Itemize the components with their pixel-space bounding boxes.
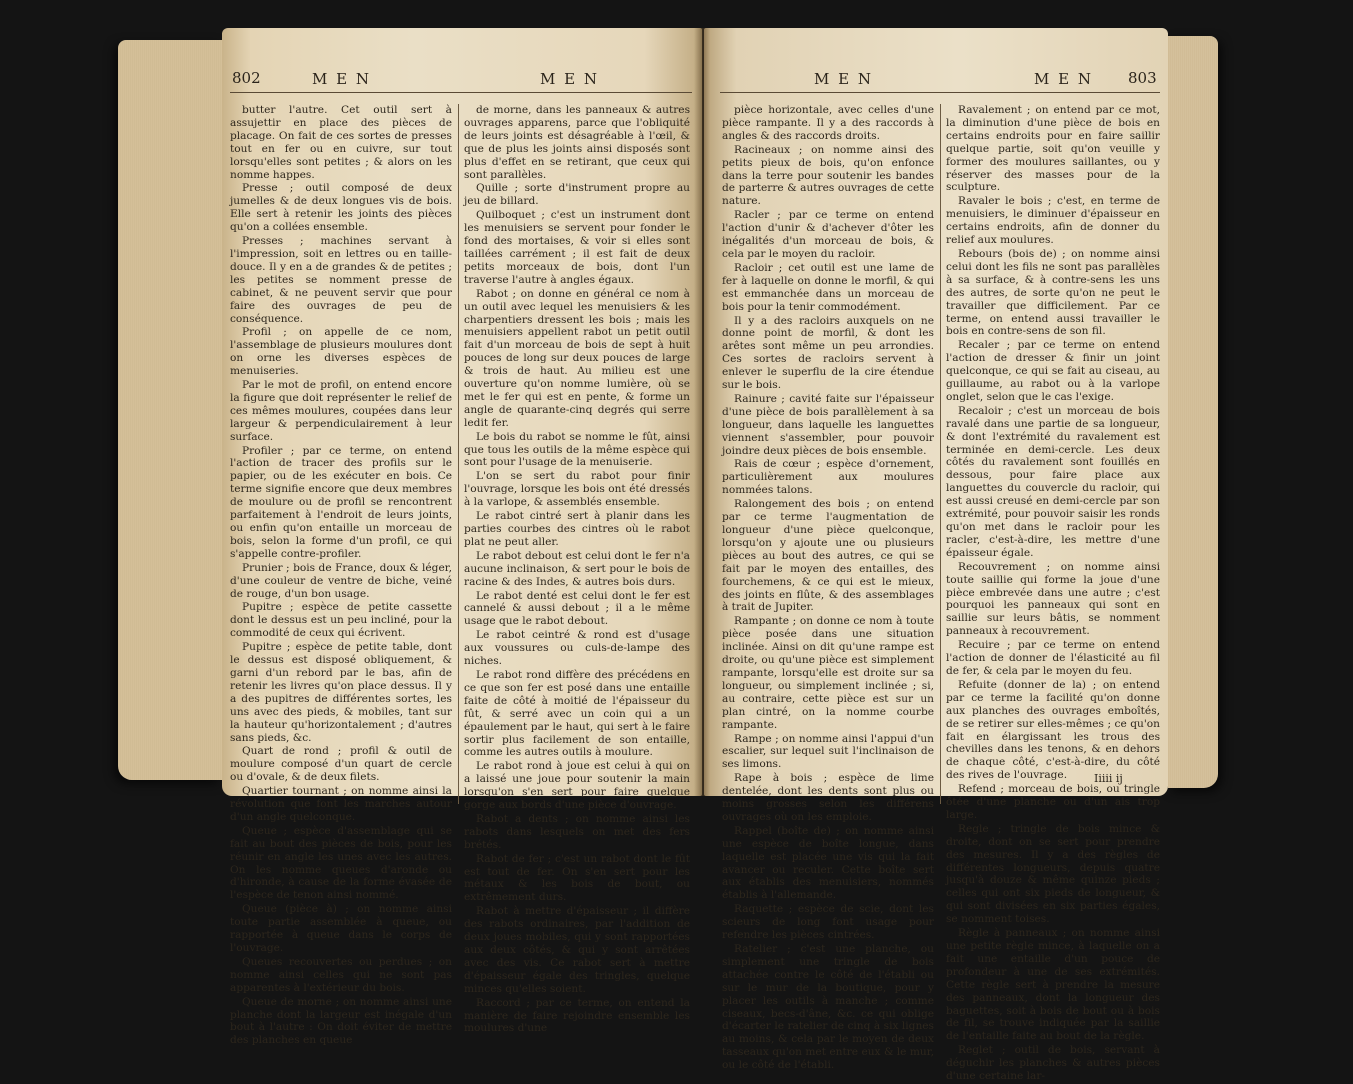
dictionary-entry: Le rabot ceintré & rond est d'usage aux voussures ou culs-de-lampe des niches. xyxy=(464,629,690,668)
dictionary-entry: de morne, dans les panneaux & autres ouvrages apparens, parce que l'obliquité de leurs joints est désagréable à l'œil, & que de plus les joints ainsi disposés sont plus d'effet en se retirant, que ceux qui sont parallèles. xyxy=(464,104,690,181)
left-page xyxy=(222,28,702,1047)
page-number-right: 803 xyxy=(1128,69,1157,87)
dictionary-entry: Rais de cœur ; espèce d'ornement, particulièrement aux moulures nommées talons. xyxy=(722,458,934,497)
book-gutter xyxy=(694,28,710,796)
dictionary-entry: Raquette ; espèce de scie, dont les scieurs de long font usage pour refendre les pièces cintrées. xyxy=(722,903,934,942)
dictionary-entry: Il y a des racloirs auxquels on ne donne point de morfil, & dont les arêtes sont même un peu arrondies. Ces sortes de racloirs servent à enlever le superflu de la cire étendue sur le bois. xyxy=(722,314,934,392)
dictionary-entry: Quilboquet ; c'est un instrument dont les menuisiers se servent pour fonder le fond des mortaises, & voir si elles sont taillées carrément ; il est fait de deux petits morceaux de bois, dont l'un traverse l'autre à angles égaux. xyxy=(464,209,690,286)
page-number-left: 802 xyxy=(232,69,261,87)
dictionary-entry: Par le mot de profil, on entend encore la figure que doit représenter le relief de ces mêmes moulures, coupées dans leur largeur & perpendiculairement à leur surface. xyxy=(230,379,452,443)
dictionary-entry: pièce horizontale, avec celles d'une pièce rampante. Il y a des raccords à angles & des raccords droits. xyxy=(722,104,934,142)
signature-mark: Iiiii ij xyxy=(1094,772,1123,785)
running-head-left-2: M E N xyxy=(540,70,599,88)
dictionary-entry: Ravaler le bois ; c'est, en terme de menuisiers, le diminuer d'épaisseur en certains endroits, afin de donner du relief aux moulures. xyxy=(946,195,1160,247)
dictionary-entry: Queue de morne ; on nomme ainsi une planche dont la largeur est inégale d'un bout à l'autre : On doit éviter de mettre des planches en queue xyxy=(230,995,452,1047)
dictionary-entry: Refuite (donner de la) ; on entend par ce terme la facilité qu'on donne aux planches des ouvrages emboîtés, de se retirer sur elles-mêmes ; ce qu'on fait en élargissant les trous des chevilles dans les tenons, & en dehors de chaque côté, c'est-à-dire, du côté des rives de l'ouvrage. xyxy=(946,678,1160,782)
dictionary-entry: Refend ; morceau de bois, ou tringle ôtée d'une planche ou d'un ais trop large. xyxy=(946,783,1160,821)
dictionary-entry: Rabot de fer ; c'est un rabot dont le fût est tout de fer. On s'en sert pour les métaux & les bois de bout, ou extrêmement durs. xyxy=(464,852,690,904)
dictionary-entry: Reglet ; outil de bois, servant à déguchir les planches & autres pièces d'une certaine lar- xyxy=(946,1044,1160,1083)
right-column-1 xyxy=(722,104,934,1073)
dictionary-entry: Pupitre ; espèce de petite cassette dont le dessus est un peu incliné, pour la commodité de ceux qui écrivent. xyxy=(230,601,452,640)
dictionary-entry: Recaler ; par ce terme on entend l'action de dresser & finir un joint quelconque, ce qui se fait au ciseau, au guillaume, au rabot ou à la varlope onglet, selon que le cas l'exige. xyxy=(946,339,1160,403)
dictionary-entry: Regle ; tringle de bois mince & droite, dont on se sert pour prendre des mesures. Il y a des règles de différentes longueurs, depuis quatre jusqu'à douze & même quinze pieds ; celles qui ont six pieds de longueur, & qui sont divisées en six parties égales, se nomment toises. xyxy=(946,822,1160,926)
dictionary-entry: Le rabot debout est celui dont le fer n'a aucune inclinaison, & sert pour le bois de racine & des Indes, & autres bois durs. xyxy=(464,549,690,588)
dictionary-entry: Rampante ; on donne ce nom à toute pièce posée dans une situation inclinée. Ainsi on dit qu'une rampe est droite, ou qu'une pièce est simplement rampante, lorsqu'elle est droite sur sa longueur, ou simplement inclinée ; si, au contraire, cette pièce est sur un plan cintré, on la nomme courbe rampante. xyxy=(722,615,934,731)
left-column-2 xyxy=(464,104,690,1036)
left-page-edges xyxy=(118,40,222,780)
running-head-right-2: M E N xyxy=(1034,70,1093,88)
running-head-left-1: M E N xyxy=(312,70,371,88)
dictionary-entry: Profil ; on appelle de ce nom, l'assemblage de plusieurs moulures dont on orne les diverses espèces de menuiseries. xyxy=(230,326,452,378)
dictionary-entry: Rainure ; cavité faite sur l'épaisseur d'une pièce de bois parallèlement à sa longueur, dans laquelle les languettes viennent s'assembler, pour pouvoir joindre deux pièces de bois ensemble. xyxy=(722,392,934,457)
dictionary-entry: Règle à panneaux ; on nomme ainsi une petite règle mince, à laquelle on a fait une entaille d'un pouce de profondeur à une de ses extrémités. Cette règle sert à prendre la mesure des panneaux, dont la longueur des baguettes, soit à bois de bout ou à bois de fil, se trouve indiquée par la saillie de l'entaille faite au bout de la règle. xyxy=(946,927,1160,1043)
dictionary-entry: Presses ; machines servant à l'impression, soit en lettres ou en taille-douce. Il y en a de grandes & de petites ; les petites se nomment presse de cabinet, & ne peuvent servir que pour faire des ouvrages de peu de conséquence. xyxy=(230,235,452,325)
header-rule xyxy=(720,92,1160,93)
dictionary-entry: Racloir ; cet outil est une lame de fer à laquelle on donne le morfil, & qui est emmanchée dans un morceau de bois pour la tenir commodément. xyxy=(722,261,934,313)
dictionary-entry: Ratelier ; c'est une planche, ou simplement une tringle de bois attachée contre le côté de l'établi ou sur le mur de la boutique, pour y placer les outils à manche ; comme ciseaux, becs-d'âne, &c. ce qui oblige d'écarter le ratelier de cinq à six lignes au moins, & cela par le moyen de deux tasseaux qu'on met entre eux & le mur, ou le côté de l'établi. xyxy=(722,943,934,1072)
dictionary-entry: Queue (pièce à) ; on nomme ainsi toute partie assemblée à queue, ou rapportée à queue dans le corps de l'ouvrage. xyxy=(230,903,452,954)
dictionary-entry: Presse ; outil composé de deux jumelles & de deux longues vis de bois. Elle sert à retenir les joints des pièces qu'on a collées ensemble. xyxy=(230,182,452,234)
running-head-right-1: M E N xyxy=(814,70,873,88)
column-rule xyxy=(458,104,459,804)
dictionary-entry: Racineaux ; on nomme ainsi des petits pieux de bois, qu'on enfonce dans la terre pour soutenir les bandes de parterre & autres ouvrages de cette nature. xyxy=(722,143,934,208)
dictionary-entry: Rabot a dents ; on nomme ainsi les rabots dans lesquels on met des fers brétés. xyxy=(464,812,690,851)
right-page-edges xyxy=(1168,36,1218,788)
dictionary-entry: Le rabot cintré sert à planir dans les parties courbes des cintres où le rabot plat ne peut aller. xyxy=(464,510,690,548)
dictionary-entry: Pupitre ; espèce de petite table, dont le dessus est disposé obliquement, & garni d'un rebord par le bas, afin de retenir les livres qu'on place dessus. Il y a des pupitres de différentes sortes, les uns avec des pieds, & mobiles, tant sur la hauteur qu'horizontalement ; d'autres sans pieds, &c. xyxy=(230,641,452,744)
dictionary-entry: Queue ; espèce d'assemblage qui se fait au bout des pièces de bois, pour les réunir en angle les unes avec les autres. On les nomme queues d'aronde ou d'hironde, à cause de la forme évasée de l'espèce de tenon ainsi nommé. xyxy=(230,824,452,902)
dictionary-entry: Le rabot denté est celui dont le fer est cannelé & aussi debout ; il a le même usage que le rabot debout. xyxy=(464,589,690,628)
left-column-1 xyxy=(230,104,452,1048)
right-column-2 xyxy=(946,104,1160,1084)
dictionary-entry: Recouvrement ; on nomme ainsi toute saillie qui forme la joue d'une pièce embrevée dans une autre ; c'est pourquoi les panneaux qui sont en saillie sur leurs bâtis, se nomment panneaux à recouvrement. xyxy=(946,560,1160,638)
dictionary-entry: Rabot ; on donne en général ce nom à un outil avec lequel les menuisiers & les charpentiers dressent les bois ; mais les menuisiers appellent rabot un petit outil fait d'un morceau de bois de sept à huit pouces de long sur deux pouces de large & trois de haut. Au milieu est une ouverture qu'on nomme lumière, où se met le fer qui est en pente, & forme un angle de quarante-cinq degrés qui serre ledit fer. xyxy=(464,287,690,429)
dictionary-entry: Rampe ; on nomme ainsi l'appui d'un escalier, sur lequel suit l'inclinaison de ses limons. xyxy=(722,732,934,771)
dictionary-entry: Quille ; sorte d'instrument propre au jeu de billard. xyxy=(464,182,690,208)
dictionary-entry: Rabot à mettre d'épaisseur ; il diffère des rabots ordinaires, par l'addition de deux joues mobiles, qui y sont rapportées aux deux côtés, & qui y sont arrêtées avec des vis. Ce rabot sert à mettre d'épaisseur égale des tringles, quelque minces qu'elles soient. xyxy=(464,905,690,995)
dictionary-entry: Ralongement des bois ; on entend par ce terme l'augmentation de longueur d'une pièce quelconque, lorsqu'on y ajoute une ou plusieurs pièces au bout des autres, ce qui se fait par le moyen des entailles, des fourchemens, & ce qui est le mieux, des joints en flûte, & des assemblages à trait de Jupiter. xyxy=(722,498,934,614)
header-rule xyxy=(230,92,692,93)
dictionary-entry: Recuire ; par ce terme on entend l'action de donner de l'élasticité au fil de fer, & cela par le moyen du feu. xyxy=(946,639,1160,677)
dictionary-entry: Ravalement ; on entend par ce mot, la diminution d'une pièce de bois en certains endroits pour en faire saillir quelque partie, soit qu'on veuille y former des moulures saillantes, ou y réserver des masses pour de la sculpture. xyxy=(946,104,1160,194)
dictionary-entry: Racler ; par ce terme on entend l'action d'unir & d'achever d'ôter les inégalités d'un morceau de bois, & cela par le moyen du racloir. xyxy=(722,209,934,260)
right-page xyxy=(704,28,1168,1083)
dictionary-entry: Queues recouvertes ou perdues ; on nomme ainsi celles qui ne sont pas apparentes à l'extérieur du bois. xyxy=(230,955,452,994)
dictionary-entry: Raccord ; par ce terme, on entend la manière de faire rejoindre ensemble les moulures d'une xyxy=(464,996,690,1035)
column-rule xyxy=(940,104,941,804)
dictionary-entry: Le bois du rabot se nomme le fût, ainsi que tous les outils de la même espèce qui sont pour l'usage de la menuiserie. xyxy=(464,430,690,469)
dictionary-entry: Rebours (bois de) ; on nomme ainsi celui dont les fils ne sont pas parallèles à sa surface, & à contre-sens les uns des autres, de sorte qu'on ne peut le travailler que difficilement. Par ce terme, on entend aussi travailler le bois en contre-sens de son fil. xyxy=(946,247,1160,338)
dictionary-entry: Quart de rond ; profil & outil de moulure composé d'un quart de cercle ou d'ovale, & de deux filets. xyxy=(230,745,452,784)
dictionary-entry: Prunier ; bois de France, doux & léger, d'une couleur de ventre de biche, veiné de rouge, d'un bon usage. xyxy=(230,561,452,600)
dictionary-entry: butter l'autre. Cet outil sert à assujettir en place des pièces de placage. On fait de ces sortes de presses tout en fer ou en cuivre, sur tout lorsqu'elles sont petites ; & alors on les nomme happes. xyxy=(230,104,452,181)
dictionary-entry: Profiler ; par ce terme, on entend l'action de tracer des profils sur le papier, ou de les exécuter en bois. Ce terme signifie encore que deux membres de moulure ou de profil se rencontrent parfaitement à l'endroit de leurs joints, ou enfin qu'on entaille un morceau de bois, selon la forme d'un profil, ce qui s'appelle contre-profiler. xyxy=(230,444,452,560)
dictionary-entry: Le rabot rond à joue est celui à qui on a laissé une joue pour soutenir la main lorsqu'on s'en sert pour faire quelque gorge aux bords d'une pièce d'ouvrage. xyxy=(464,760,690,812)
dictionary-entry: Le rabot rond diffère des précédens en ce que son fer est posé dans une entaille faite de côté à moitié de l'épaisseur du fût, & serré avec un coin qui a un épaulement par le haut, qui sert à le faire sortir plus facilement de son entaille, comme les autres outils à moulure. xyxy=(464,668,690,759)
dictionary-entry: Rappel (boîte de) ; on nomme ainsi une espèce de boîte longue, dans laquelle est placée une vis qui la fait avancer ou reculer. Cette boîte sert aux établis des menuisiers, nommés établis à l'allemande. xyxy=(722,824,934,902)
dictionary-entry: L'on se sert du rabot pour finir l'ouvrage, lorsque les bois ont été dressés à la varlope, & assemblés ensemble. xyxy=(464,470,690,509)
dictionary-entry: Rape à bois ; espèce de lime dentelée, dont les dents sont plus ou moins grosses selon les différens ouvrages où on les emploie. xyxy=(722,772,934,823)
dictionary-entry: Quartier tournant ; on nomme ainsi la révolution que font les marches autour d'un angle quelconque. xyxy=(230,785,452,823)
dictionary-entry: Recaloir ; c'est un morceau de bois ravalé dans une partie de sa longueur, & dont l'extrémité du ravalement est terminée en demi-cercle. Les deux côtés du ravalement sont fouillés en dessous, pour faire place aux languettes du couvercle du racloir, qui est aussi creusé en demi-cercle par son extrémité, pour pouvoir saisir les ronds qu'on met dans le racloir pour les racler, c'est-à-dire, les mettre d'une épaisseur égale. xyxy=(946,404,1160,559)
